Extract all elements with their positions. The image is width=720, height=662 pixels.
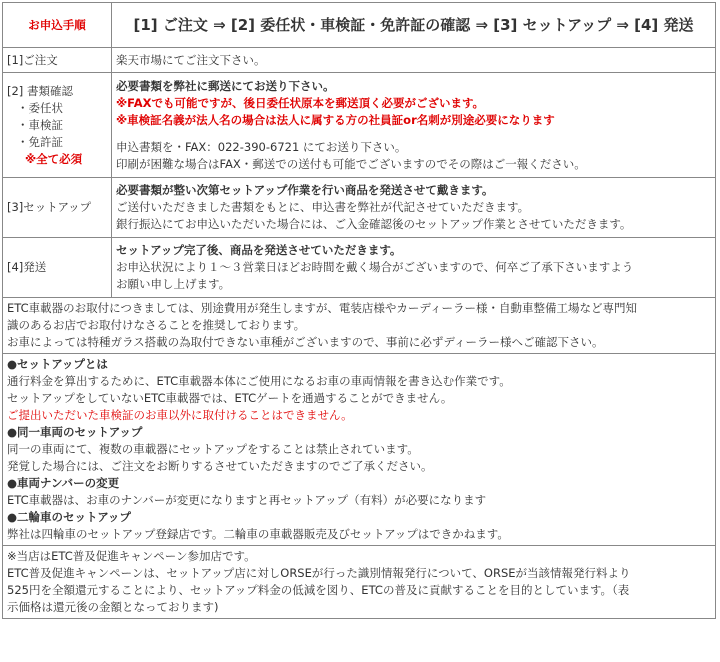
order-procedure <box>2 2 716 619</box>
same-vehicle-line-1: 同一の車両にて、複数の車載器にセットアップをすることは禁止されています。 <box>7 442 419 456</box>
step-row-setup <box>3 178 716 238</box>
shipping-line-1: セットアップ完了後、商品を発送させていただきます。 <box>116 243 402 257</box>
step-label-setup: [3]セットアップ <box>3 178 112 238</box>
campaign-line-4: 示価格は還元後の金額となっております) <box>7 600 219 614</box>
documents-item-proxy: ・委任状 <box>17 100 63 115</box>
documents-line-3: ※車検証名義が法人名の場合は法人に属する方の社員証or名刺が別途必要になります <box>116 112 555 127</box>
setup-about-title: ●セットアップとは <box>7 357 108 371</box>
documents-item-license: ・免許証 <box>17 134 63 149</box>
campaign-line-2: ETC普及促進キャンペーンは、セットアップ店に対しORSEが行った識別情報発行について、ORSEが当該情報発行料より <box>7 566 631 580</box>
motorcycle-line-1: 弊社は四輪車のセットアップ登録店です。二輪車の車載器販売及びセットアップはできかねます。 <box>7 527 509 541</box>
documents-required-note: ※全て必須 <box>25 151 83 166</box>
step-row-documents <box>3 73 716 178</box>
plate-change-line-1: ETC車載器は、お車のナンバーが変更になりますと再セットアップ（有料）が必要になります <box>7 493 487 507</box>
documents-line-1: 必要書類を弊社に郵送にてお送り下さい。 <box>116 78 335 93</box>
procedure-heading: お申込手順 <box>3 3 112 48</box>
installation-line-2: 識のあるお店でお取付けなさることを推奨しております。 <box>7 318 306 332</box>
procedure-steps-title: [1] ご注文 ⇒ [2] 委任状・車検証・免許証の確認 ⇒ [3] セットアップ ⇒ [4] 発送 <box>112 3 716 48</box>
step-text-shipping <box>112 238 716 298</box>
step-row-order <box>3 48 716 73</box>
shipping-line-2: お申込状況により１～３営業日ほどお時間を戴く場合がございますので、何卒ご了承下さいますよう <box>116 260 634 274</box>
setup-line-2: ご送付いただきました書類をもとに、申込書を弊社が代記させていただきます。 <box>116 200 530 214</box>
documents-line-2: ※FAXでも可能ですが、後日委任状原本を郵送頂く必要がございます。 <box>116 95 485 110</box>
step-label-documents <box>3 73 112 178</box>
shipping-line-3: お願い申し上げます。 <box>116 277 231 291</box>
installation-line-3: お車によっては特種ガラス搭載の為取付できない車種がございますので、事前に必ずディーラー様へご確認下さい。 <box>7 335 604 349</box>
setup-about-line-2: セットアップをしていないETC車載器では、ETCゲートを通過することができません。 <box>7 391 453 405</box>
same-vehicle-title: ●同一車両のセットアップ <box>7 425 143 439</box>
setup-line-3: 銀行振込にてお申込いただいた場合には、ご入金確認後のセットアップ作業とさせていただきます。 <box>116 217 632 231</box>
documents-label-title: [2] 書類確認 <box>7 83 73 98</box>
campaign-line-1: ※当店はETC普及促進キャンペーン参加店です。 <box>7 549 256 563</box>
installation-note-box <box>2 298 716 354</box>
campaign-note-box <box>2 546 716 619</box>
procedure-table <box>2 2 716 298</box>
header-row <box>3 3 716 48</box>
same-vehicle-line-2: 発覚した場合には、ご注文をお断りするさせていただきますのでご了承ください。 <box>7 459 433 473</box>
step-label-shipping: [4]発送 <box>3 238 112 298</box>
plate-change-title: ●車両ナンバーの変更 <box>7 476 120 490</box>
step-row-shipping <box>3 238 716 298</box>
documents-line-4: 申込書類を・FAX：022-390-6721 にてお送り下さい。 <box>116 139 407 154</box>
setup-info-box <box>2 354 716 546</box>
setup-about-line-1: 通行料金を算出するために、ETC車載器本体にご使用になるお車の車両情報を書き込む作業です。 <box>7 374 511 388</box>
step-label-order: [1]ご注文 <box>3 48 112 73</box>
documents-item-vehicle-cert: ・車検証 <box>17 117 63 132</box>
step-text-setup <box>112 178 716 238</box>
installation-line-1: ETC車載器のお取付につきましては、別途費用が発生しますが、電装店様やカーディーラー様・自動車整備工場など専門知 <box>7 301 637 315</box>
setup-line-1: 必要書類が整い次第セットアップ作業を行い商品を発送させて戴きます。 <box>116 183 494 197</box>
campaign-line-3: 525円を全額還元することにより、セットアップ料金の低減を図り、ETCの普及に貢献することを目的としています。（表 <box>7 583 630 597</box>
step-text-documents <box>112 73 716 178</box>
motorcycle-title: ●二輪車のセットアップ <box>7 510 131 524</box>
documents-line-5: 印刷が困難な場合はFAX・郵送での送付も可能でございますのでその際はご一報ください。 <box>116 156 586 171</box>
step-text-order: 楽天市場にてご注文下さい。 <box>112 48 716 73</box>
setup-about-warning: ご提出いただいた車検証のお車以外に取付けることはできません。 <box>7 408 353 422</box>
